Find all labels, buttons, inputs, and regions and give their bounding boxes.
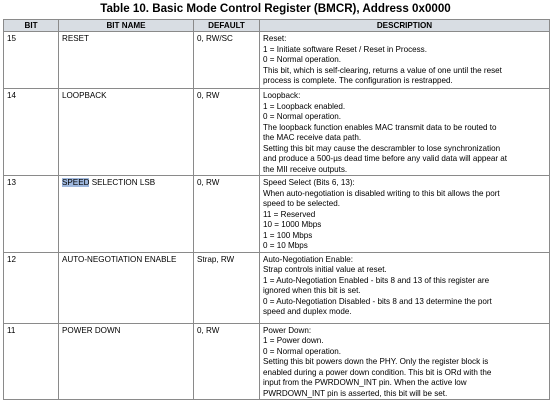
description-line: The loopback function enables MAC transmit data to be routed to — [263, 122, 497, 132]
default-cell: 0, RW — [194, 176, 260, 253]
table-row — [4, 89, 550, 176]
bit-cell: 13 — [4, 176, 59, 253]
description-line: input from the PWRDOWN_INT pin. When the active low — [263, 378, 467, 387]
description-line: enabled during a power down condition. This bit is ORd with the — [263, 367, 492, 377]
default-cell: 0, RW — [194, 89, 260, 176]
description-line: Speed Select (Bits 6, 13): — [263, 178, 355, 187]
description-line: Power Down: — [263, 325, 312, 335]
description-line: the MII receive outputs. — [263, 164, 348, 174]
description-cell — [260, 32, 550, 89]
description-line: 1 = 100 Mbps — [263, 230, 313, 240]
bit-cell: 12 — [4, 252, 59, 323]
bit-name-text: SELECTION LSB — [89, 178, 156, 187]
description-line: 10 = 1000 Mbps — [263, 220, 322, 229]
description-line: PWRDOWN_INT pin is asserted, this bit will be set. — [263, 388, 448, 398]
description-line: the MAC receive data path. — [263, 133, 362, 142]
description-line: When auto-negotiation is disabled writing to this bit allows the port — [263, 188, 500, 198]
register-table — [3, 19, 550, 400]
column-header-bit-name: BIT NAME — [59, 20, 194, 32]
description-line: speed and duplex mode. — [263, 307, 352, 316]
description-cell — [260, 89, 550, 176]
column-header-bit: BIT — [4, 20, 59, 32]
description-line: process is complete. The configuration is restrapped. — [263, 76, 453, 85]
bit-cell: 15 — [4, 32, 59, 89]
description-line: Loopback: — [263, 91, 301, 100]
description-line: 0 = Normal operation. — [263, 112, 342, 121]
default-cell: Strap, RW — [194, 252, 260, 323]
bit-name-cell — [59, 176, 194, 253]
description-line: Auto-Negotiation Enable: — [263, 254, 353, 264]
description-line: and produce a 500-µs dead time before any valid data will appear at — [263, 154, 508, 163]
description-line: 1 = Power down. — [263, 336, 324, 345]
description-line: 1 = Loopback enabled. — [263, 101, 346, 111]
default-cell: 0, RW — [194, 323, 260, 400]
column-header-default: DEFAULT — [194, 20, 260, 32]
bit-name-cell: RESET — [59, 32, 194, 89]
description-line: Strap controls initial value at reset. — [263, 265, 387, 274]
table-row — [4, 252, 550, 323]
description-line: 11 = Reserved — [263, 209, 316, 219]
description-line: 1 = Auto-Negotiation Enabled - bits 8 and 13 of this register are — [263, 275, 490, 285]
table-title: Table 10. Basic Mode Control Register (BMCR), Address 0x0000 — [100, 2, 451, 15]
description-cell — [260, 323, 550, 400]
description-line: speed to be selected. — [263, 199, 340, 208]
description-line: Setting this bit may cause the descrambler to lose synchronization — [263, 143, 501, 153]
table-row — [4, 32, 550, 89]
selected-text-highlight[interactable]: SPEED — [62, 178, 90, 187]
bit-name-cell: LOOPBACK — [59, 89, 194, 176]
description-cell — [260, 252, 550, 323]
description-line: This bit, which is self-clearing, returns a value of one until the reset — [263, 65, 502, 75]
table-header-row — [4, 20, 550, 32]
table-row — [4, 176, 550, 253]
bit-name-cell: POWER DOWN — [59, 323, 194, 400]
description-line: Reset: — [263, 34, 287, 43]
default-cell: 0, RW/SC — [194, 32, 260, 89]
column-header-description: DESCRIPTION — [260, 20, 550, 32]
bit-name-cell: AUTO-NEGOTIATION ENABLE — [59, 252, 194, 323]
description-line: 1 = Initiate software Reset / Reset in Process. — [263, 44, 427, 54]
description-line: 0 = Normal operation. — [263, 55, 342, 64]
description-line: ignored when this bit is set. — [263, 286, 361, 295]
bit-cell: 11 — [4, 323, 59, 400]
description-line: 0 = Normal operation. — [263, 346, 342, 356]
description-line: Setting this bit powers down the PHY. Only the register block is — [263, 357, 489, 366]
bit-cell: 14 — [4, 89, 59, 176]
description-cell — [260, 176, 550, 253]
description-line: 0 = Auto-Negotiation Disabled - bits 8 and 13 determine the port — [263, 296, 492, 306]
table-row — [4, 323, 550, 400]
description-line: 0 = 10 Mbps — [263, 241, 308, 250]
